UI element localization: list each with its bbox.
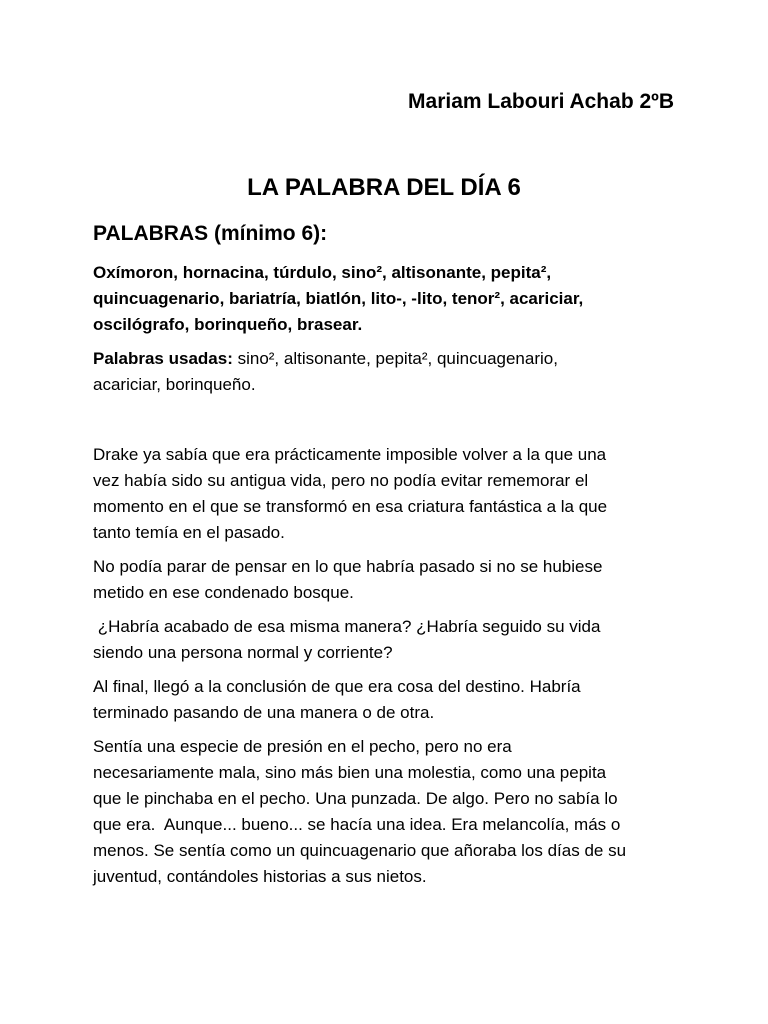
story-line: vez había sido su antigua vida, pero no podía evitar rememorar el (93, 471, 589, 490)
paragraph-gap (93, 406, 693, 442)
words-list-line: oscilógrafo, borinqueño, brasear. (93, 315, 363, 334)
words-list (93, 260, 693, 338)
words-heading: PALABRAS (mínimo 6): (93, 222, 328, 245)
story-line: siendo una persona normal y corriente? (93, 643, 393, 662)
story-paragraph (93, 734, 693, 890)
story-line: que le pinchaba en el pecho. Una punzada. De algo. Pero no sabía lo (93, 789, 618, 808)
used-words-line: acariciar, borinqueño. (93, 375, 256, 394)
story-line: momento en el que se transformó en esa criatura fantástica a la que (93, 497, 608, 516)
story-line: necesariamente mala, sino más bien una molestia, como una pepita (93, 763, 607, 782)
story-line: juventud, contándoles historias a sus nietos. (93, 867, 427, 886)
story-line: menos. Se sentía como un quincuagenario que añoraba los días de su (93, 841, 627, 860)
story-paragraph (93, 554, 693, 606)
document-body (93, 220, 693, 898)
story-line: Sentía una especie de presión en el pecho, pero no era (93, 737, 512, 756)
story-line: ¿Habría acabado de esa misma manera? ¿Habría seguido su vida (93, 617, 601, 636)
story-line: terminado pasando de una manera o de otra. (93, 703, 435, 722)
story-line: Al final, llegó a la conclusión de que era cosa del destino. Habría (93, 677, 581, 696)
words-list-line: quincuagenario, bariatría, biatlón, lito-, -lito, tenor², acariciar, (93, 289, 584, 308)
story-line: metido en ese condenado bosque. (93, 583, 354, 602)
story-line: que era. Aunque... bueno... se hacía una idea. Era melancolía, más o (93, 815, 621, 834)
used-words-values: sino², altisonante, pepita², quincuagenario, (232, 349, 558, 368)
used-words-line (93, 346, 693, 372)
story-line: No podía parar de pensar en lo que habría pasado si no se hubiese (93, 557, 603, 576)
words-list-line: Oxímoron, hornacina, túrdulo, sino², altisonante, pepita², (93, 263, 552, 282)
author-name: Mariam Labouri Achab 2ºB (408, 90, 674, 113)
story-line: tanto temía en el pasado. (93, 523, 285, 542)
used-words (93, 346, 693, 398)
document-title: LA PALABRA DEL DÍA 6 (247, 174, 521, 201)
story-paragraph (93, 674, 693, 726)
used-words-label: Palabras usadas: (93, 349, 233, 368)
story-paragraph (93, 442, 693, 546)
story-line: Drake ya sabía que era prácticamente imposible volver a la que una (93, 445, 607, 464)
story-paragraph (93, 614, 693, 666)
